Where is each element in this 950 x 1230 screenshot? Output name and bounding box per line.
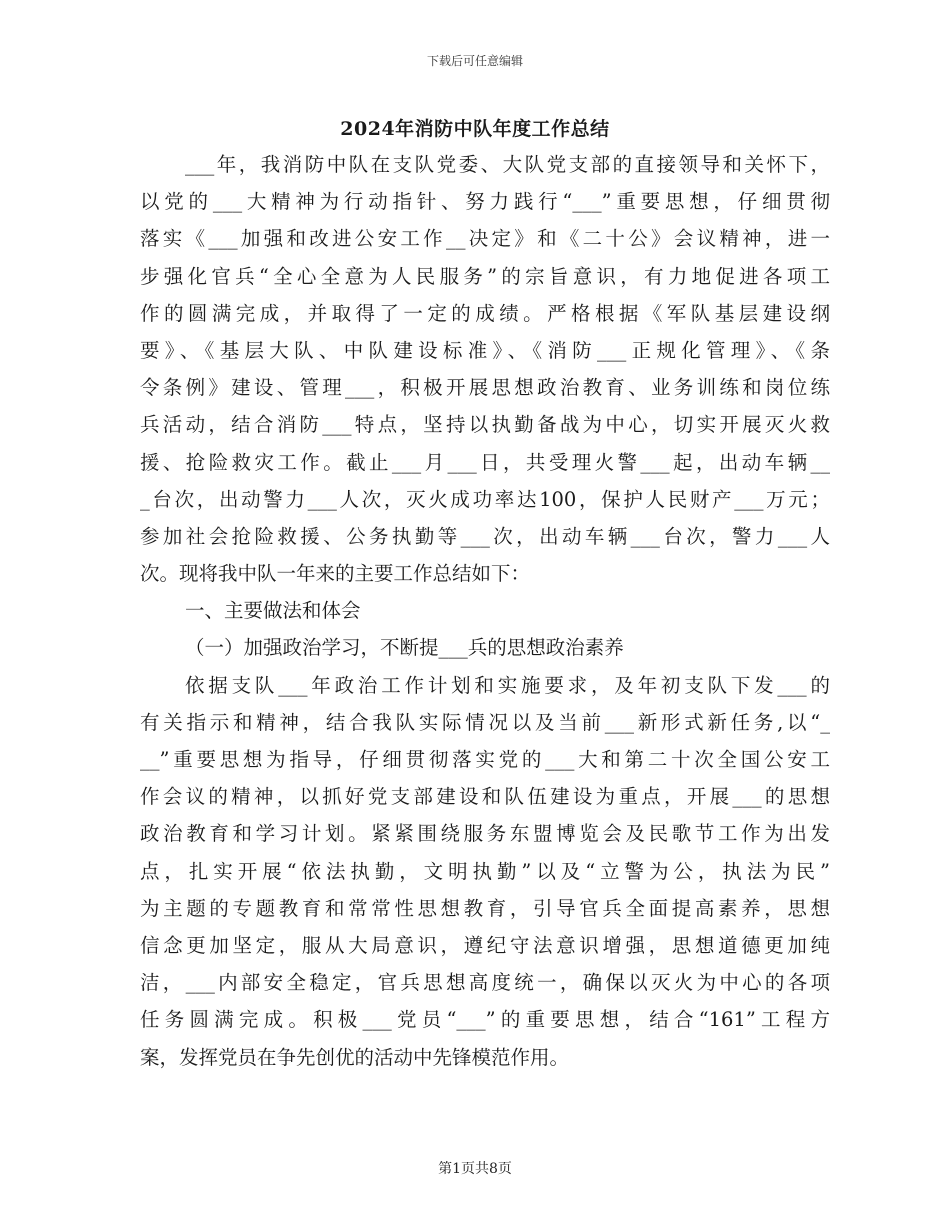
body-line: 以党的___大精神为行动指针、努力践行“___”重要思想，仔细贯彻 [140,190,830,214]
body-line: 援、抢险救灾工作。截止___月___日，共受理火警___起，出动车辆__ [140,450,830,474]
body-line: 参加社会抢险救援、公务执勤等___次，出动车辆___台次，警力___人 [140,524,830,548]
section-heading: 一、主要做法和体会 [185,599,361,623]
body-line: ___年，我消防中队在支队党委、大队党支部的直接领导和关怀下， [185,153,830,176]
body-line: __”重要思想为指导，仔细贯彻落实党的___大和第二十次全国公安工 [140,748,830,771]
body-line: 作会议的精神，以抓好党支部建设和队伍建设为重点，开展___的思想 [140,785,830,809]
body-line: 依据支队___年政治工作计划和实施要求，及年初支队下发___的 [185,673,830,697]
body-line: 令条例》建设、管理___，积极开展思想政治教育、业务训练和岗位练 [140,376,830,400]
body-line: 点，扎实开展“依法执勤，文明执勤”以及“立警为公，执法为民” [140,859,830,883]
body-line: 作的圆满完成，并取得了一定的成绩。严格根据《军队基层建设纲 [140,301,830,325]
body-line: 兵活动，结合消防___特点，坚持以执勤备战为中心，切实开展灭火救 [140,413,830,437]
page-header-note: 下载后可任意编辑 [426,54,523,68]
page-number: 第1页共8页 [438,1161,512,1177]
body-line: 次。现将我中队一年来的主要工作总结如下： [140,562,531,586]
body-line: 有关指示和精神，结合我队实际情况以及当前___新形式新任务,以“_ [140,710,830,734]
body-line: _台次，出动警力___人次，灭火成功率达100，保护人民财产___万元； [140,487,830,511]
body-line: 要》、《基层大队、中队建设标准》、《消防___正规化管理》、《条 [140,338,830,362]
body-line: 为主题的专题教育和常常性思想教育，引导官兵全面提高素养，思想 [140,896,830,920]
body-line: 案，发挥党员在争先创优的活动中先锋模范作用。 [140,1045,570,1069]
body-line: 落实《___加强和改进公安工作__决定》和《二十公》会议精神，进一 [140,227,830,251]
subsection-heading: （一）加强政治学习，不断提___兵的思想政治素养 [185,636,624,660]
body-line: 洁，___内部安全稳定，官兵思想高度统一，确保以灭火为中心的各项 [140,971,830,995]
document-body [140,146,830,1076]
document-title: 2024年消防中队年度工作总结 [340,118,610,140]
body-line: 任务圆满完成。积极___党员“___”的重要思想，结合“161”工程方 [140,1008,830,1032]
body-line: 步强化官兵“全心全意为人民服务”的宗旨意识，有力地促进各项工 [140,264,830,288]
body-line: 信念更加坚定，服从大局意识，遵纪守法意识增强，思想道德更加纯 [140,933,830,957]
body-line: 政治教育和学习计划。紧紧围绕服务东盟博览会及民歌节工作为出发 [140,822,830,846]
